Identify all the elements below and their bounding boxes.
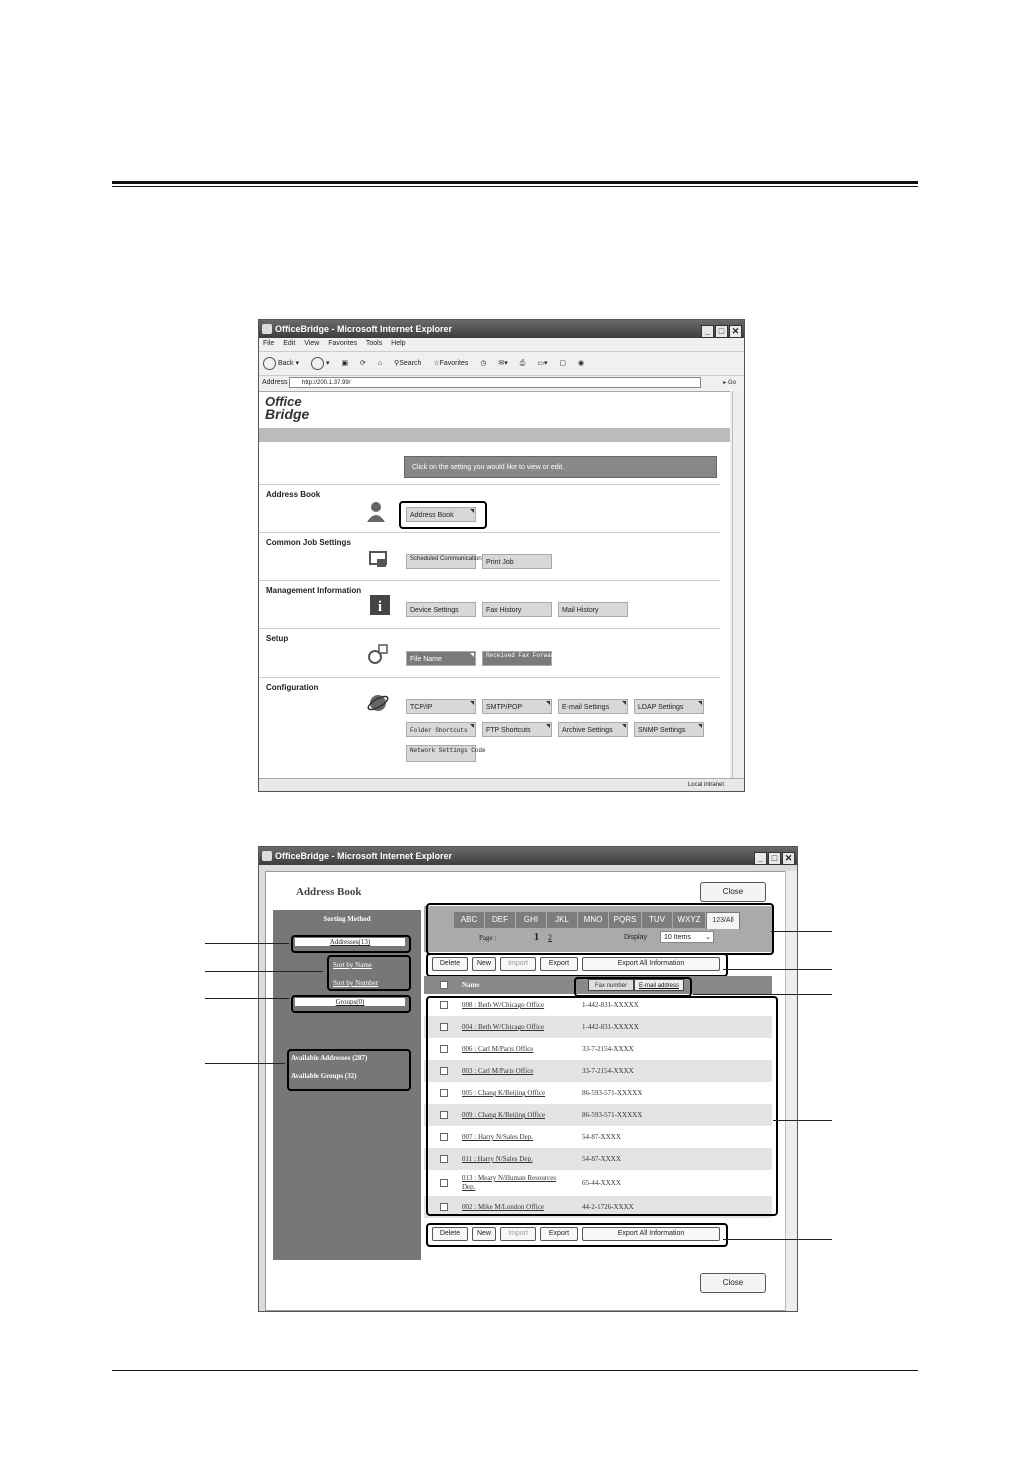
import-button[interactable]: Import: [500, 1227, 536, 1241]
info-icon: [369, 594, 391, 616]
new-button[interactable]: New: [472, 957, 496, 971]
callout-line: [693, 994, 832, 995]
close-button-bottom[interactable]: Close: [700, 1273, 766, 1293]
highlight-box: [287, 1049, 411, 1091]
close-icon[interactable]: ✕: [729, 325, 742, 338]
maximize-icon[interactable]: □: [768, 852, 781, 865]
print-button[interactable]: ⎙: [519, 360, 526, 367]
ldap-settings-button[interactable]: LDAP Settings: [634, 699, 704, 714]
go-button[interactable]: ▸ Go: [723, 380, 736, 386]
delete-button[interactable]: Delete: [432, 957, 468, 971]
back-arrow-icon: [263, 357, 276, 370]
import-button[interactable]: Import: [500, 957, 536, 971]
home-button[interactable]: ⌂: [377, 360, 383, 367]
tab-abc[interactable]: ABC: [454, 912, 485, 928]
entry-name-link[interactable]: 002 : Mike M/London Office: [462, 1203, 544, 1211]
close-icon[interactable]: ✕: [782, 852, 795, 865]
entry-number: 86-593-571-XXXXX: [582, 1111, 643, 1119]
address-label: Address: [262, 379, 288, 386]
entry-name-link[interactable]: 007 : Harry N/Sales Dep.: [462, 1133, 533, 1141]
tab-jkl[interactable]: JKL: [547, 912, 578, 928]
officebridge-logo: Office Bridge: [265, 394, 310, 422]
email-address-toggle[interactable]: E-mail address: [634, 979, 684, 991]
display-label: Display: [624, 934, 647, 941]
messenger-button[interactable]: ◉: [578, 360, 585, 367]
entry-number: 44-2-1726-XXXX: [582, 1203, 634, 1211]
export-all-button[interactable]: Export All Information: [582, 957, 720, 971]
section-title: Management Information: [266, 586, 362, 595]
status-bar: [259, 778, 744, 791]
entry-name-link[interactable]: 003 : Carl M/Paris Office: [462, 1067, 534, 1075]
select-all-checkbox[interactable]: [440, 981, 448, 989]
callout-line: [723, 1239, 832, 1240]
entry-name-link[interactable]: 004 : Beth W/Chicago Office: [462, 1023, 545, 1031]
entry-number: 1-442-831-XXXXX: [582, 1023, 639, 1031]
callout-line: [205, 971, 323, 972]
entry-name-link[interactable]: 006 : Carl M/Paris Office: [462, 1045, 534, 1053]
close-button-top[interactable]: Close: [700, 882, 766, 902]
minimize-icon[interactable]: _: [754, 852, 767, 865]
globe-icon: [367, 692, 389, 714]
title-bar: [259, 320, 744, 338]
menu-help[interactable]: Help: [391, 340, 406, 347]
menu-favorites[interactable]: Favorites: [328, 340, 358, 347]
svg-text:i: i: [377, 599, 383, 615]
stop-button[interactable]: ▣: [341, 360, 349, 367]
favorites-button[interactable]: ☆Favorites: [433, 360, 469, 367]
tab-wxyz[interactable]: WXYZ: [673, 912, 706, 928]
title-bar: [259, 847, 797, 865]
fax-number-toggle[interactable]: Fax number: [588, 979, 634, 991]
section-configuration: [259, 677, 720, 782]
vertical-scrollbar[interactable]: [732, 391, 744, 780]
history-button[interactable]: ◷: [480, 360, 487, 367]
section-title: Setup: [266, 634, 289, 643]
scheduled-communication-button[interactable]: Scheduled Communication: [406, 554, 476, 569]
section-setup: [259, 628, 720, 678]
network-settings-code-button[interactable]: Network Settings Code: [406, 745, 476, 762]
footer-rule: [112, 1370, 918, 1371]
display-select[interactable]: 10 Items ⌄: [660, 931, 714, 943]
entry-name-link[interactable]: 005 : Chang K/Beijing Office: [462, 1089, 546, 1097]
entry-number: 86-593-571-XXXXX: [582, 1089, 643, 1097]
callout-line: [723, 969, 832, 970]
ie-icon: [262, 324, 272, 334]
tab-ghi[interactable]: GHI: [516, 912, 547, 928]
smtp-pop-button[interactable]: SMTP/POP: [482, 699, 552, 714]
menu-tools[interactable]: Tools: [365, 340, 383, 347]
forward-arrow-icon: [311, 357, 324, 370]
sort-by-name-link[interactable]: Sort by Name: [333, 961, 372, 969]
tab-mno[interactable]: MNO: [578, 912, 609, 928]
ie-icon: [262, 851, 272, 861]
header-rule-thin: [112, 186, 918, 187]
menu-view[interactable]: View: [304, 340, 320, 347]
entry-number: 33-7-2154-XXXX: [582, 1067, 634, 1075]
new-button[interactable]: New: [472, 1227, 496, 1241]
info-bar: Click on the setting you would like to view or edit.: [404, 456, 717, 478]
print-job-button[interactable]: Print Job: [482, 554, 552, 569]
address-input[interactable]: http://200.1.37.99/: [289, 377, 701, 388]
maximize-icon[interactable]: □: [715, 325, 728, 338]
page-label: Page :: [479, 934, 497, 942]
ftp-shortcuts-button[interactable]: FTP Shortcuts: [482, 722, 552, 737]
menu-bar: [259, 338, 744, 350]
callout-line: [205, 943, 289, 944]
entry-name-link[interactable]: 011 : Harry N/Sales Dep.: [462, 1155, 533, 1163]
security-zone: Local intranet: [687, 782, 724, 788]
snmp-settings-button[interactable]: SNMP Settings: [634, 722, 704, 737]
device-settings-button[interactable]: Device Settings: [406, 602, 476, 617]
file-name-button[interactable]: File Name: [406, 651, 476, 666]
person-icon: [365, 500, 387, 522]
window-title: OfficeBridge - Microsoft Internet Explorer: [275, 324, 453, 334]
star-icon: ☆: [433, 360, 440, 367]
export-button[interactable]: Export: [540, 957, 578, 971]
page-2-link[interactable]: 2: [548, 933, 552, 942]
highlight-box: [399, 501, 487, 529]
address-bar: [259, 376, 744, 390]
search-button[interactable]: ⚲Search: [394, 360, 422, 367]
archive-settings-button[interactable]: Archive Settings: [558, 722, 628, 737]
entry-number: 54-87-XXXX: [582, 1133, 621, 1141]
entry-number: 54-87-XXXX: [582, 1155, 621, 1163]
mail-history-button[interactable]: Mail History: [558, 602, 628, 617]
entry-number: 65-44-XXXX: [582, 1179, 621, 1187]
tab-123-all[interactable]: 123/All: [706, 912, 740, 929]
section-title: Address Book: [266, 490, 321, 499]
vertical-scrollbar[interactable]: [785, 871, 797, 1311]
tcp-ip-button[interactable]: TCP/IP: [406, 699, 476, 714]
highlight-box: [291, 935, 411, 953]
highlight-box: [426, 903, 774, 955]
section-title: Configuration: [266, 683, 319, 692]
entry-number: 33-7-2154-XXXX: [582, 1045, 634, 1053]
highlight-box: [426, 1223, 728, 1247]
highlight-box: [327, 955, 411, 991]
delete-button[interactable]: Delete: [432, 1227, 468, 1241]
name-column-header: Name: [462, 981, 480, 989]
job-settings-icon: [367, 547, 389, 569]
highlight-box: [291, 995, 411, 1013]
back-button[interactable]: Back ▾: [263, 360, 299, 367]
browser-toolbar: [259, 351, 744, 376]
entry-name-link[interactable]: 009 : Chang K/Beijing Office: [462, 1111, 546, 1119]
available-groups: Available Groups (32): [291, 1072, 357, 1080]
entry-name-link[interactable]: 013 : Meary N/Human Resources Dep.: [462, 1174, 557, 1191]
edit-button[interactable]: ▭▾: [537, 360, 548, 367]
section-address-book: [259, 484, 720, 533]
callout-line: [205, 1063, 285, 1064]
forward-button[interactable]: ▾: [311, 360, 330, 367]
sort-by-number-link[interactable]: Sort by Number: [333, 979, 379, 987]
browser-window-address-book: [258, 846, 798, 1312]
tab-pqrs[interactable]: PQRS: [609, 912, 642, 928]
callout-line: [205, 998, 289, 999]
section-title: Common Job Settings: [266, 538, 351, 547]
callout-line: [773, 1120, 832, 1121]
section-management-information: [259, 580, 720, 629]
browser-window-home: [258, 319, 745, 792]
search-icon: ⚲: [394, 360, 400, 367]
export-button[interactable]: Export: [540, 1227, 578, 1241]
chevron-down-icon: ⌄: [705, 934, 711, 941]
folder-shortcuts-button[interactable]: Folder Shortcuts: [406, 722, 476, 737]
header-strip: [259, 428, 730, 442]
page-content: [259, 391, 730, 781]
received-fax-forwarding-button[interactable]: Received Fax Forwarding: [482, 651, 552, 666]
fax-history-button[interactable]: Fax History: [482, 602, 552, 617]
tab-tuv[interactable]: TUV: [642, 912, 673, 928]
address-book-page: [265, 871, 791, 1311]
page-current: 1: [534, 932, 539, 943]
address-list-pane: [424, 906, 772, 1260]
tab-def[interactable]: DEF: [485, 912, 516, 928]
email-settings-button[interactable]: E-mail Settings: [558, 699, 628, 714]
export-all-button[interactable]: Export All Information: [582, 1227, 720, 1241]
page-title: Address Book: [296, 886, 362, 898]
sorting-pane: [273, 910, 421, 1260]
section-common-job-settings: [259, 532, 720, 581]
discuss-button[interactable]: ▢: [559, 360, 567, 367]
sorting-method-label: Sorting Method: [323, 915, 371, 923]
groups-link[interactable]: Groups(0): [295, 998, 405, 1006]
available-addresses: Available Addresses (287): [291, 1054, 368, 1062]
highlight-box: [426, 996, 778, 1216]
highlight-box: [426, 953, 728, 977]
refresh-button[interactable]: ⟳: [360, 360, 366, 367]
setup-icon: [367, 643, 389, 665]
menu-file[interactable]: File: [263, 340, 275, 347]
entry-name-link[interactable]: 008 : Beth W/Chicago Office: [462, 1001, 545, 1009]
header-rule: [112, 181, 918, 184]
callout-line: [771, 931, 832, 932]
minimize-icon[interactable]: _: [701, 325, 714, 338]
entry-number: 1-442-831-XXXXX: [582, 1001, 639, 1009]
mail-button[interactable]: ✉▾: [498, 360, 508, 367]
addresses-link[interactable]: Addresses(13): [295, 938, 405, 946]
window-title: OfficeBridge - Microsoft Internet Explorer: [275, 851, 453, 861]
menu-edit[interactable]: Edit: [283, 340, 296, 347]
address-book-button[interactable]: Address Book: [406, 507, 476, 522]
